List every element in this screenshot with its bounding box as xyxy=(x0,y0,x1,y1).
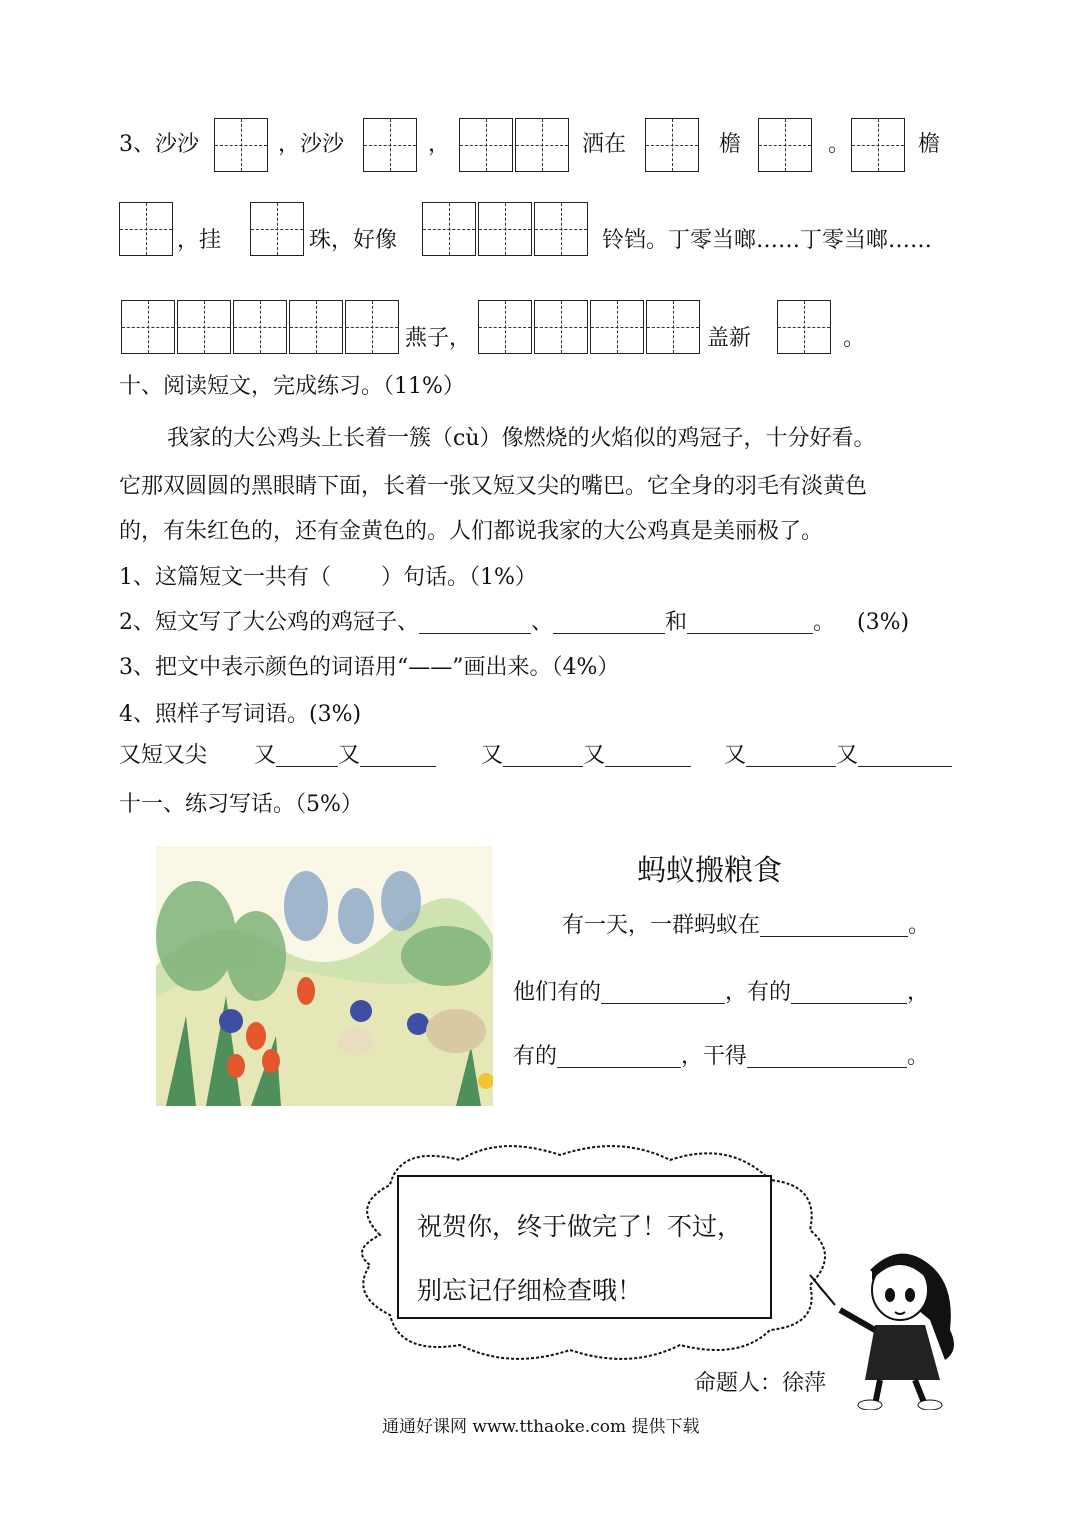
section10-q1: 1、这篇短文一共有（ ）句话。（1%） xyxy=(119,565,537,590)
speech-box xyxy=(397,1175,772,1319)
write-grid[interactable] xyxy=(758,118,814,172)
q3-text: 檐 xyxy=(918,132,941,157)
passage-line: 我家的大公鸡头上长着一簇（cù）像燃烧的火焰似的鸡冠子，十分好看。 xyxy=(167,426,876,451)
q3-line3 xyxy=(0,300,1087,360)
writing-line: 有一天，一群蚂蚁在 。 xyxy=(562,913,931,938)
write-grid[interactable] xyxy=(363,118,419,172)
q3-text: 盖新 xyxy=(707,326,752,351)
q3-text: ，沙沙 xyxy=(278,132,345,157)
writing-line: 他们有的 ，有的 ， xyxy=(513,980,930,1005)
q3-prefix: 3、沙沙 xyxy=(119,132,199,157)
writing-title: 蚂蚁搬粮食 xyxy=(637,853,783,887)
answer-blank[interactable] xyxy=(601,985,725,1004)
q3-text: ， xyxy=(428,132,451,157)
section10-q2: 2、短文写了大公鸡的鸡冠子、 、 和 。 (3%) xyxy=(119,610,910,635)
write-grid[interactable] xyxy=(459,118,571,172)
write-grid[interactable] xyxy=(851,118,907,172)
q3-text: 檐 xyxy=(719,132,742,157)
answer-blank[interactable] xyxy=(746,748,836,767)
answer-blank[interactable] xyxy=(747,1049,907,1068)
answer-blank[interactable] xyxy=(276,748,338,767)
passage-line: 的，有朱红色的，还有金黄色的。人们都说我家的大公鸡真是美丽极了。 xyxy=(119,519,824,544)
writing-line: 有的 ，干得 。 xyxy=(513,1044,930,1069)
write-grid[interactable] xyxy=(121,300,401,354)
answer-blank[interactable] xyxy=(360,748,436,767)
q3-text: ，挂 xyxy=(177,228,222,253)
q3-line2 xyxy=(0,202,1087,262)
answer-blank[interactable] xyxy=(760,918,908,937)
footer: 通通好课网 www.tthaoke.com 提供下载 xyxy=(382,1417,700,1437)
q3-text: 。 xyxy=(828,132,851,157)
q3-line1 xyxy=(0,118,1087,178)
write-grid[interactable] xyxy=(645,118,701,172)
speech-line: 别忘记仔细检查哦！ xyxy=(417,1276,643,1305)
write-grid[interactable] xyxy=(422,202,590,256)
q3-text: 燕子， xyxy=(405,326,472,351)
word-pattern-row: 又短又尖 又 又 又 又 又 又 xyxy=(119,745,952,767)
answer-blank[interactable] xyxy=(858,748,952,767)
girl-illustration xyxy=(830,1240,970,1410)
answer-blank[interactable] xyxy=(791,985,907,1004)
q3-text: 。 xyxy=(843,326,866,351)
section10-q3: 3、把文中表示颜色的词语用“——”画出来。（4%） xyxy=(119,655,620,680)
q3-text: 铃铛。丁零当啷……丁零当啷…… xyxy=(602,228,933,253)
write-grid[interactable] xyxy=(478,300,702,354)
answer-blank[interactable] xyxy=(557,1049,681,1068)
section10-heading: 十、阅读短文，完成练习。（11%） xyxy=(119,374,465,399)
section11-heading: 十一、练习写话。（5%） xyxy=(119,792,363,817)
write-grid[interactable] xyxy=(119,202,175,256)
write-grid[interactable] xyxy=(214,118,270,172)
answer-blank[interactable] xyxy=(553,615,665,634)
speech-line: 祝贺你，终于做完了！不过， xyxy=(417,1212,743,1241)
ant-illustration xyxy=(156,846,493,1106)
section10-q4: 4、照样子写词语。(3%) xyxy=(119,702,362,727)
passage-line: 它那双圆圆的黑眼睛下面，长着一张又短又尖的嘴巴。它全身的羽毛有淡黄色 xyxy=(119,474,868,499)
answer-blank[interactable] xyxy=(605,748,691,767)
q3-text: 珠，好像 xyxy=(309,228,398,253)
write-grid[interactable] xyxy=(250,202,306,256)
answer-blank[interactable] xyxy=(687,615,813,634)
answer-blank[interactable] xyxy=(419,615,531,634)
answer-blank[interactable] xyxy=(503,748,583,767)
write-grid[interactable] xyxy=(777,300,833,354)
author: 命题人：徐萍 xyxy=(694,1371,827,1396)
q3-text: 洒在 xyxy=(582,132,627,157)
